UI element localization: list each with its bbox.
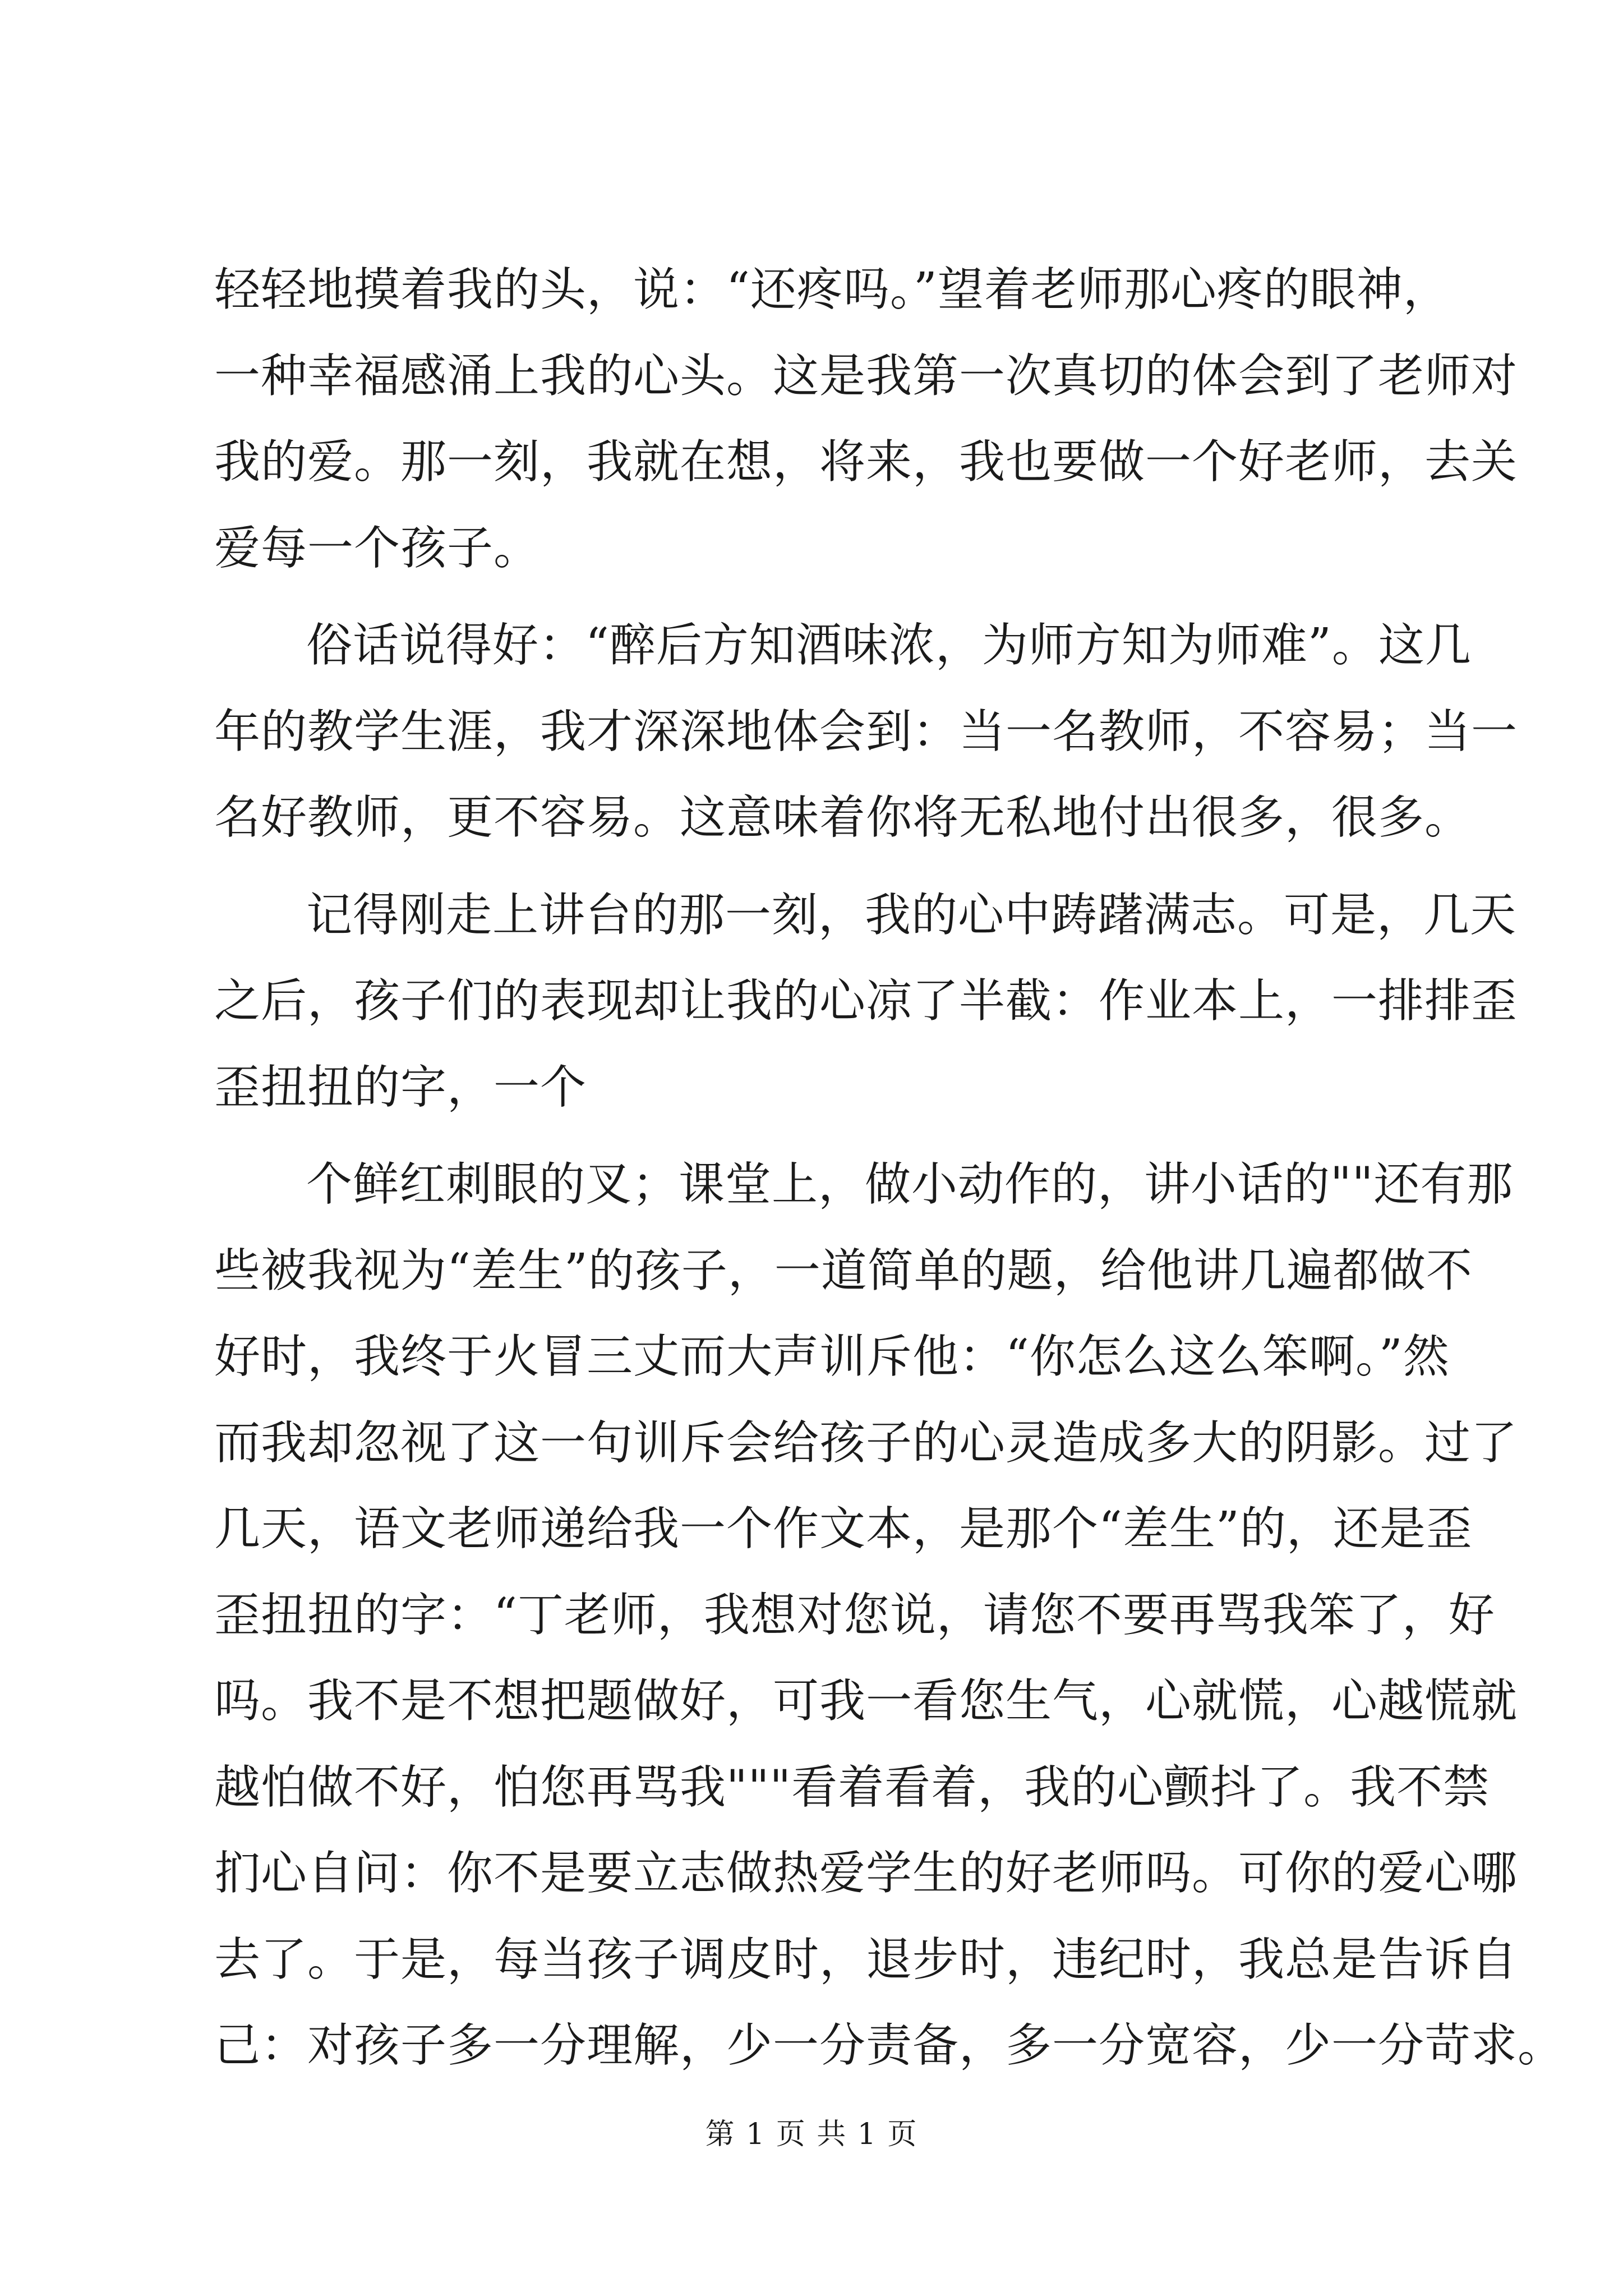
- text-line: 歪扭扭的字，一个: [214, 1060, 587, 1114]
- text-line: 记得刚走上讲台的那一刻，我的心中踌躇满志。可是，几天: [306, 888, 1517, 942]
- text-line: 歪扭扭的字：“丁老师，我想对您说，请您不要再骂我笨了，好: [214, 1588, 1495, 1642]
- text-line: 越怕做不好，怕您再骂我"""看着看着，我的心颤抖了。我不禁: [214, 1760, 1490, 1814]
- text-line: 好时，我终于火冒三丈而大声训斥他：“你怎么这么笨啊。”然: [214, 1330, 1450, 1383]
- text-line: 年的教学生涯，我才深深地体会到：当一名教师，不容易；当一: [214, 705, 1518, 758]
- text-line: 之后，孩子们的表现却让我的心凉了半截：作业本上，一排排歪: [214, 974, 1518, 1028]
- text-line: 去了。于是，每当孩子调皮时，退步时，违纪时，我总是告诉自: [214, 1932, 1518, 1986]
- text-line: 俗话说得好：“醉后方知酒味浓，为师方知为师难”。这几: [306, 619, 1472, 672]
- text-line: 而我却忽视了这一句训斥会给孩子的心灵造成多大的阴影。过了: [214, 1416, 1518, 1470]
- text-line: 些被我视为“差生”的孩子，一道简单的题，给他讲几遍都做不: [214, 1244, 1473, 1297]
- page-footer: 第 1 页 共 1 页: [705, 2118, 918, 2151]
- text-line: 轻轻地摸着我的头，说：“还疼吗。”望着老师那心疼的眼神，: [214, 263, 1450, 316]
- text-line: 己：对孩子多一分理解，少一分责备，多一分宽容，少一分苛求。: [214, 2019, 1565, 2072]
- text-line: 我的爱。那一刻，我就在想，将来，我也要做一个好老师，去关: [214, 435, 1518, 489]
- paragraph-2: [214, 602, 1518, 861]
- text-line: 吗。我不是不想把题做好，可我一看您生气，心就慌，心越慌就: [214, 1674, 1518, 1728]
- text-line: 爱每一个孩子。: [214, 521, 541, 575]
- text-line: 扪心自问：你不是要立志做热爱学生的好老师吗。可你的爱心哪: [214, 1847, 1518, 1900]
- text-line: 名好教师，更不容易。这意味着你将无私地付出很多，很多。: [214, 791, 1472, 844]
- text-line: 一种幸福感涌上我的心头。这是我第一次真切的体会到了老师对: [214, 349, 1518, 403]
- body-text: [214, 247, 1565, 2089]
- paragraph-4: [214, 1142, 1565, 2089]
- paragraph-1: [214, 247, 1518, 591]
- text-line: 个鲜红刺眼的叉；课堂上，做小动作的，讲小话的""还有那: [306, 1158, 1514, 1211]
- text-line: 几天，语文老师递给我一个作文本，是那个“差生”的，还是歪: [214, 1502, 1473, 1556]
- paragraph-3: [214, 872, 1518, 1131]
